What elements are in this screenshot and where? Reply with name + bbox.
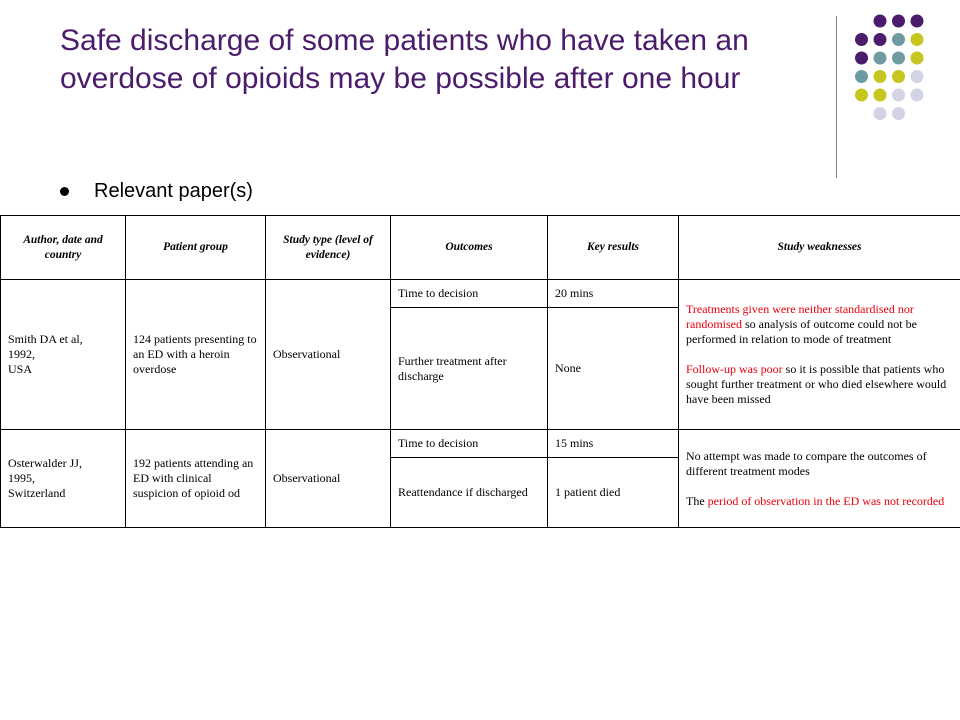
author-country: Switzerland [8,486,66,500]
study-type-cell: Observational [266,430,391,528]
bullet-dot-icon [60,187,69,196]
outcome-cell: Time to decision [391,430,548,458]
decorative-dot [874,15,887,28]
weakness-text: No attempt was made to compare the outcomes of different treatment modes [686,448,927,478]
patient-group-cell: 124 patients presenting to an ED with a heroin overdose [126,280,266,430]
author-year: 1995, [8,471,35,485]
highlighted-text: period of observation in the ED was not recorded [707,493,945,508]
evidence-table [0,215,960,528]
weakness-paragraph [686,449,953,479]
header-patient-group: Patient group [126,216,266,280]
table-row [1,280,960,308]
result-cell: 20 mins [548,280,679,308]
decorative-dot [911,52,924,65]
author-year: 1992, [8,347,35,361]
author-name: Smith DA et al, [8,332,83,346]
bullet-text: Relevant paper(s) [94,180,253,202]
bullet-item [60,180,253,203]
header-study-weaknesses: Study weaknesses [679,216,960,280]
weakness-paragraph [686,362,953,407]
weaknesses-cell [679,430,960,528]
header-outcomes: Outcomes [391,216,548,280]
outcome-cell: Time to decision [391,280,548,308]
decorative-dot [874,52,887,65]
table-row [1,430,960,458]
decorative-dot [855,52,868,65]
decorative-dot [892,89,905,102]
author-name: Osterwalder JJ, [8,456,82,470]
study-type-cell: Observational [266,280,391,430]
weakness-text: so it is possible that patients who sought further treatment or who died elsewhere would have been missed [686,362,947,406]
decorative-dot [892,52,905,65]
weaknesses-cell [679,280,960,430]
weakness-text: so analysis of outcome could not be performed in relation to mode of treatment [686,317,917,346]
decorative-dot [874,70,887,83]
slide-title: Safe discharge of some patients who have taken an overdose of opioids may be possible after one hour [60,24,749,95]
decorative-dot [855,70,868,83]
outcome-cell: Further treatment after discharge [391,308,548,430]
author-cell [1,280,126,430]
decorative-dot [911,89,924,102]
result-cell: 1 patient died [548,458,679,528]
decorative-dot [911,15,924,28]
decorative-dot-grid [0,0,960,180]
patient-group-cell: 192 patients attending an ED with clinical suspicion of opioid od [126,430,266,528]
decorative-dot [892,33,905,46]
weakness-paragraph [686,494,953,509]
decorative-dot [911,33,924,46]
decorative-dot [874,89,887,102]
table-header-row [1,216,960,280]
decorative-dot [911,70,924,83]
author-cell [1,430,126,528]
result-cell: 15 mins [548,430,679,458]
weakness-paragraph [686,302,953,347]
author-country: USA [8,362,33,376]
outcome-cell: Reattendance if discharged [391,458,548,528]
decorative-dot [855,89,868,102]
decorative-dot [892,15,905,28]
decorative-dot [874,107,887,120]
decorative-dot [855,33,868,46]
highlighted-text: Follow-up was poor [686,362,783,376]
header-study-type: Study type (level of evidence) [266,216,391,280]
decorative-dot [892,107,905,120]
header-author: Author, date and country [1,216,126,280]
result-cell: None [548,308,679,430]
header-key-results: Key results [548,216,679,280]
highlighted-text: Treatments given were neither standardised nor randomised [686,302,914,331]
decorative-dot [874,33,887,46]
weakness-text: The [686,493,708,508]
decorative-dot [892,70,905,83]
